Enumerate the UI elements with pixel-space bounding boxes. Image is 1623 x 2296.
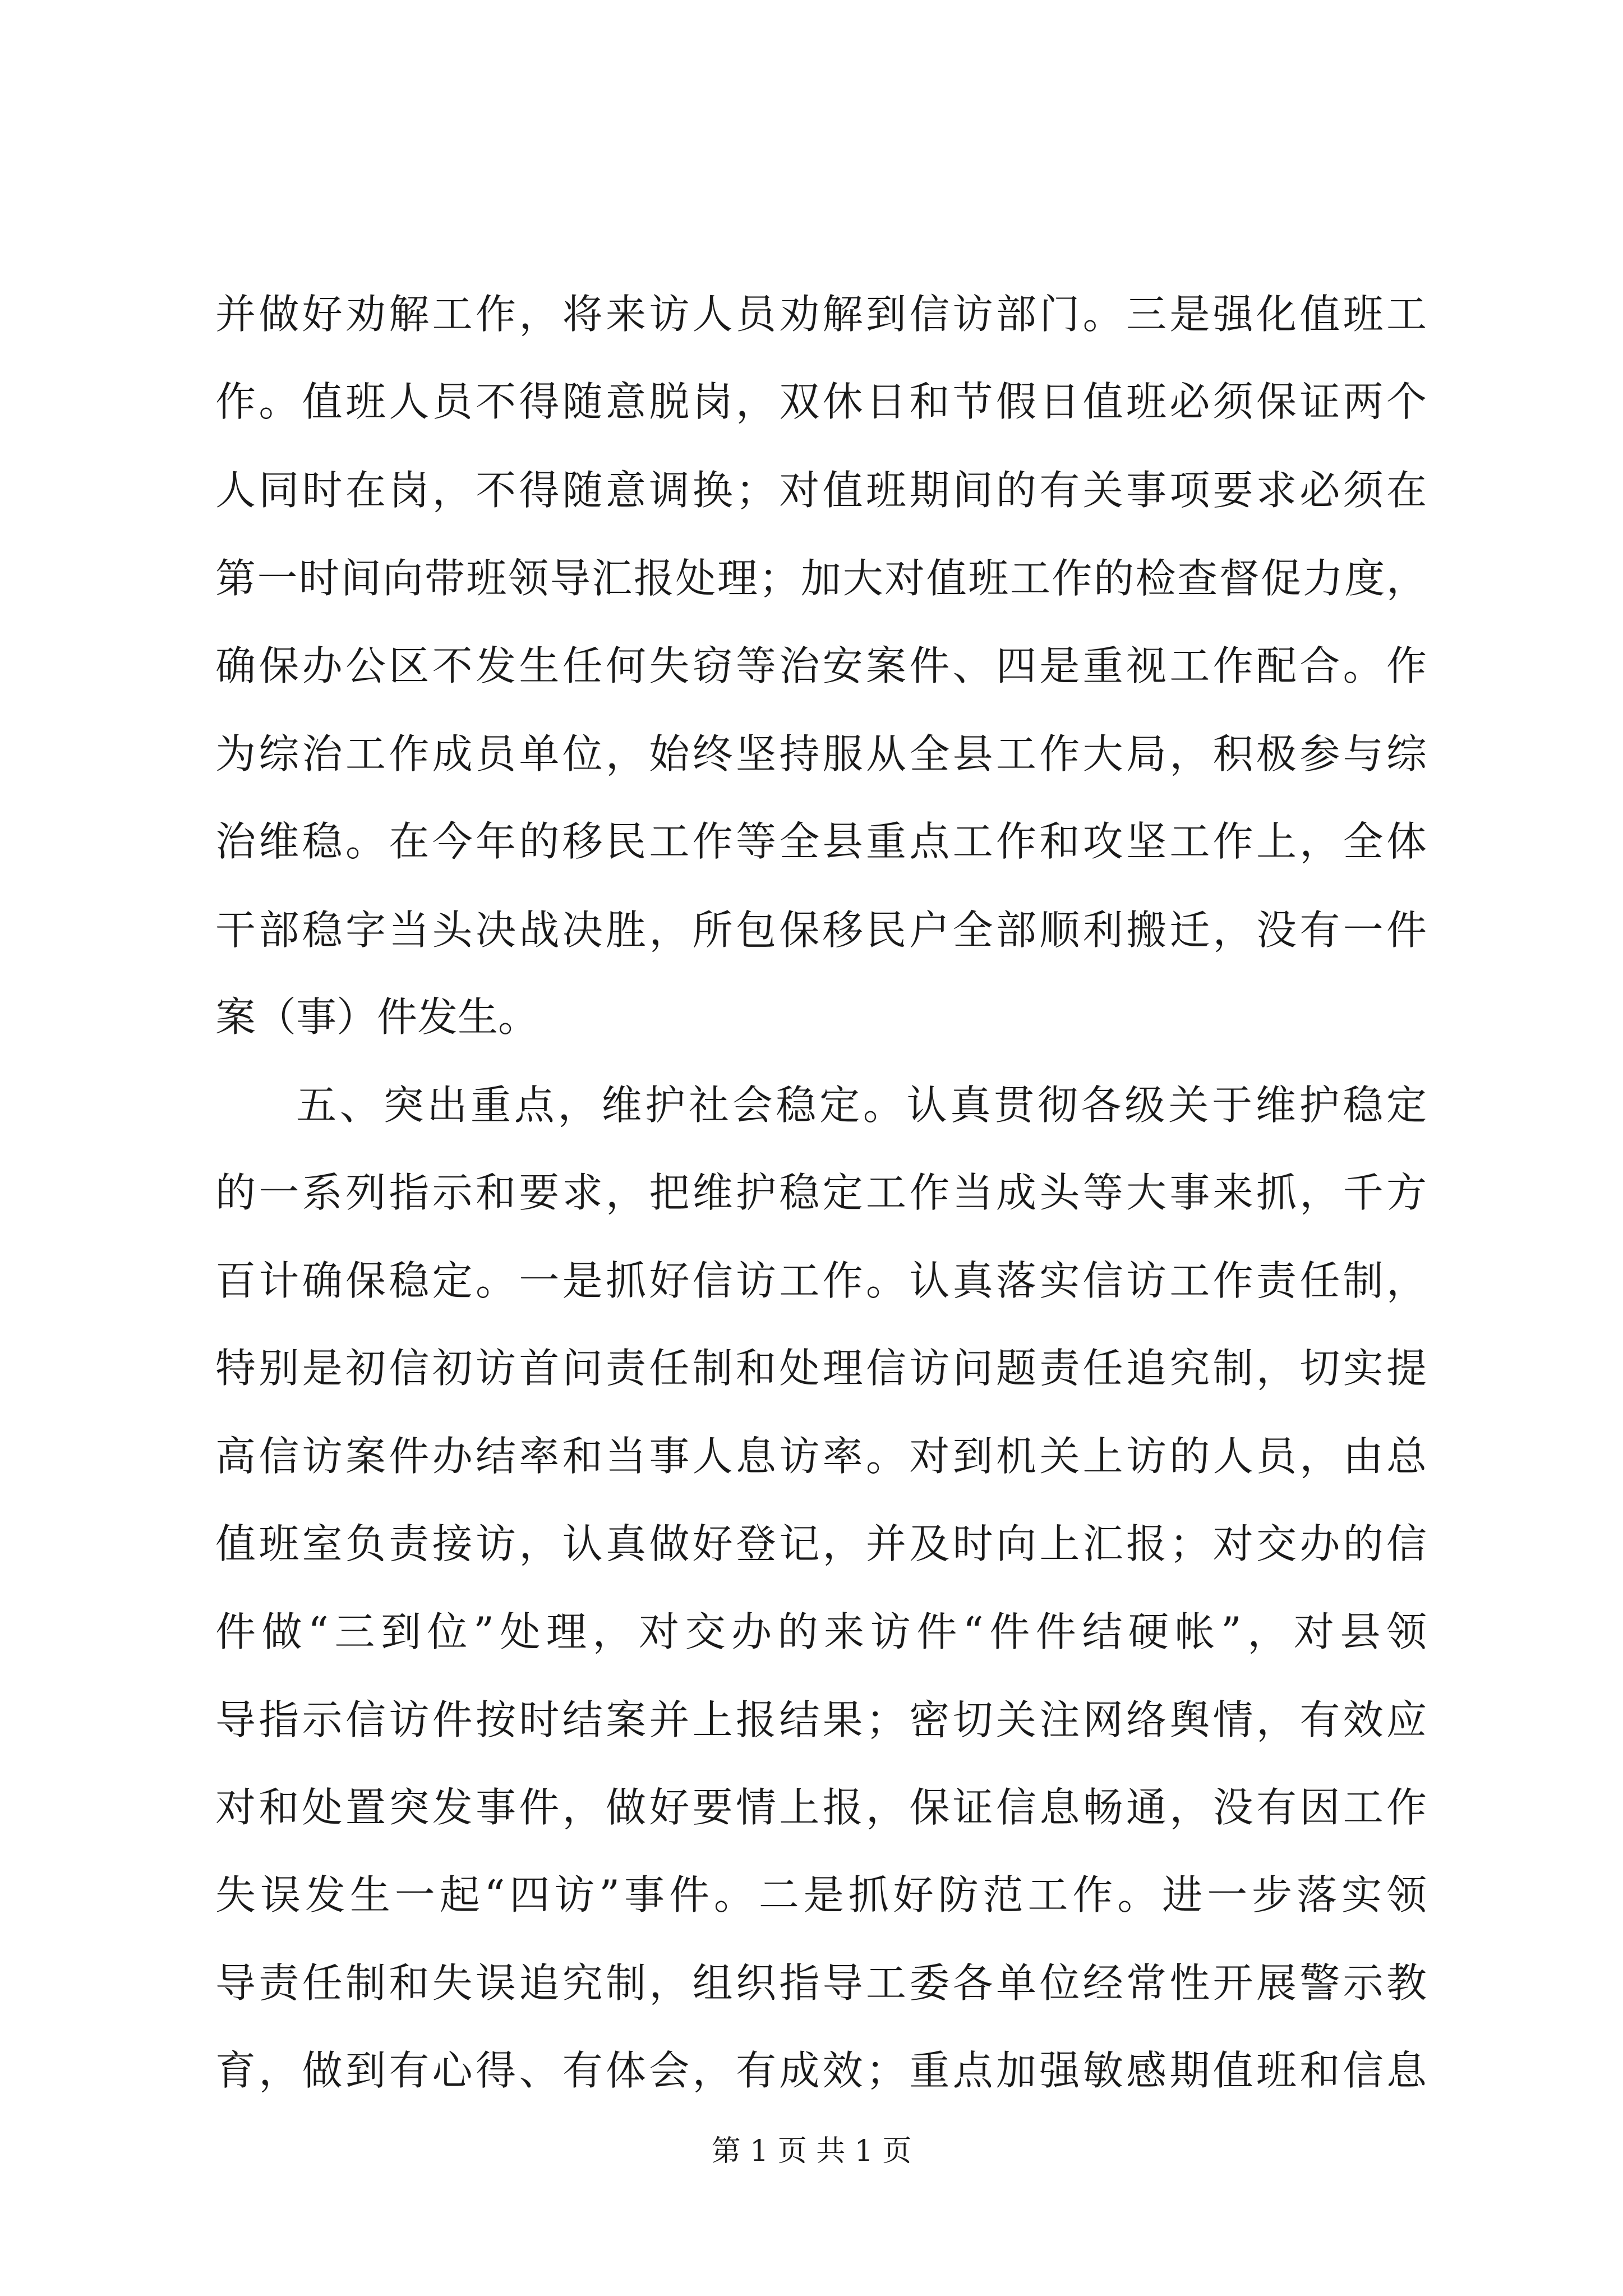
text-line: 治维稳。在今年的移民工作等全县重点工作和攻坚工作上，全体 xyxy=(215,818,1427,865)
text-line: 值班室负责接访，认真做好登记，并及时向上汇报；对交办的信 xyxy=(215,1520,1427,1567)
text-line: 高信访案件办结率和当事人息访率。对到机关上访的人员，由总 xyxy=(215,1433,1427,1480)
text-line: 案（事）件发生。 xyxy=(215,993,539,1041)
text-line: 对和处置突发事件，做好要情上报，保证信息畅通，没有因工作 xyxy=(215,1784,1427,1831)
text-line: 导指示信访件按时结案并上报结果；密切关注网络舆情，有效应 xyxy=(215,1696,1427,1743)
text-line: 并做好劝解工作，将来访人员劝解到信访部门。三是强化值班工 xyxy=(215,291,1427,338)
text-line: 百计确保稳定。一是抓好信访工作。认真落实信访工作责任制， xyxy=(215,1257,1427,1304)
text-line: 的一系列指示和要求，把维护稳定工作当成头等大事来抓，千方 xyxy=(215,1169,1427,1216)
text-line: 作。值班人员不得随意脱岗，双休日和节假日值班必须保证两个 xyxy=(215,378,1427,425)
text-line: 干部稳字当头决战决胜，所包保移民户全部顺利搬迁，没有一件 xyxy=(215,907,1427,954)
text-line: 导责任制和失误追究制，组织指导工委各单位经常性开展警示教 xyxy=(215,1959,1427,2007)
text-line: 件做“三到位”处理，对交办的来访件“件件结硬帐”，对县领 xyxy=(215,1608,1427,1655)
text-line: 为综治工作成员单位，始终坚持服从全县工作大局，积极参与综 xyxy=(215,730,1427,777)
paragraph-start-line: 五、突出重点，维护社会稳定。认真贯彻各级关于维护稳定 xyxy=(296,1082,1427,1129)
text-line: 特别是初信初访首问责任制和处理信访问题责任追究制，切实提 xyxy=(215,1345,1427,1392)
page-footer: 第 1 页 共 1 页 xyxy=(711,2134,912,2168)
text-line: 失误发生一起“四访”事件。二是抓好防范工作。进一步落实领 xyxy=(215,1871,1427,1918)
text-line: 第一时间向带班领导汇报处理；加大对值班工作的检查督促力度， xyxy=(215,555,1427,602)
text-line: 育，做到有心得、有体会，有成效；重点加强敏感期值班和信息 xyxy=(215,2047,1427,2094)
text-line: 人同时在岗，不得随意调换；对值班期间的有关事项要求必须在 xyxy=(215,467,1427,514)
text-line: 确保办公区不发生任何失窃等治安案件、四是重视工作配合。作 xyxy=(215,642,1427,689)
